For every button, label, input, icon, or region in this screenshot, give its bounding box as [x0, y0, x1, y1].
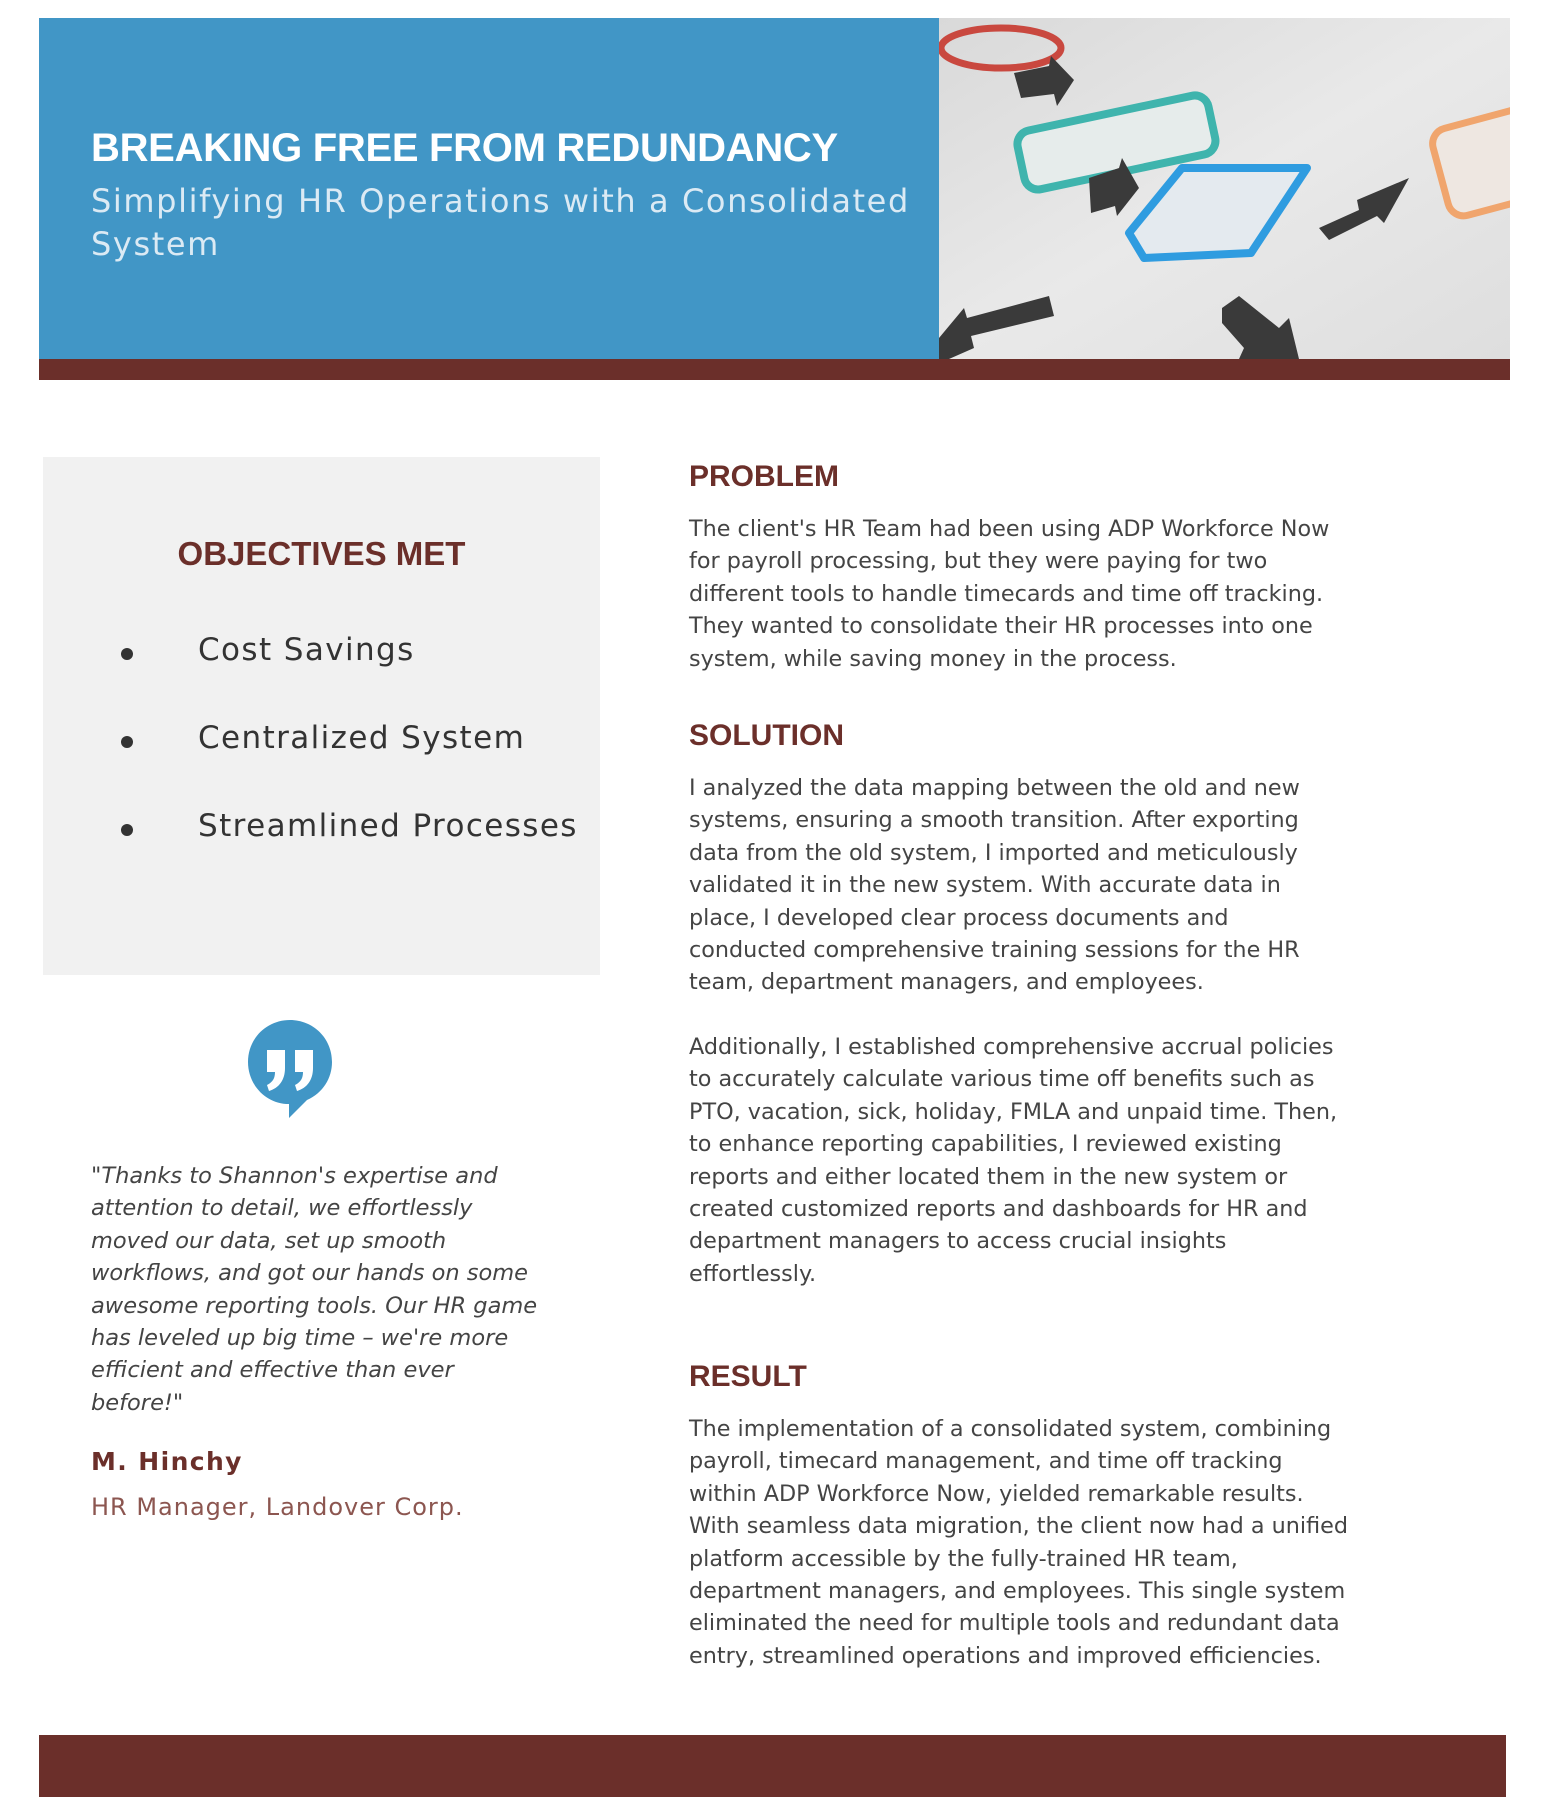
objective-label: Cost Savings [198, 632, 415, 668]
solution-paragraph-1: I analyzed the data mapping between the old and new systems, ensuring a smooth transition. After exporting data from the old system, I imported and meticulously validated it in the new system. With accurate data in place, I developed clear process documents and conducted comprehensive training sessions for the HR team, department managers, and employees. [689, 775, 1300, 996]
testimonial-author: M. Hinchy [91, 1447, 243, 1476]
objectives-panel [43, 457, 600, 975]
objectives-list [121, 632, 578, 896]
result-text: The implementation of a consolidated system, combining payroll, timecard management, and time off tracking within ADP Workforce Now, yielded remarkable results. With seamless data migration, the client now had a unified platform accessible by the fully-trained HR team, department managers, and employees. This single system eliminated the need for multiple tools and redundant data entry, streamlined operations and improved efficiencies. [689, 1416, 1349, 1669]
page-subtitle: Simplifying HR Operations with a Consolidated System [91, 182, 910, 263]
flowchart-hero-image [939, 18, 1510, 359]
testimonial-author-title: HR Manager, Landover Corp. [91, 1493, 464, 1521]
list-item [121, 632, 578, 720]
list-item [121, 720, 578, 808]
objectives-heading: OBJECTIVES MET [177, 535, 466, 572]
list-item [121, 808, 578, 896]
objective-label: Centralized System [198, 720, 526, 756]
bullet-icon [121, 824, 133, 836]
quote-bubble-icon [245, 1018, 335, 1120]
footer-band [39, 1735, 1506, 1797]
bullet-icon [121, 648, 133, 660]
solution-paragraph-2: Additionally, I established comprehensive accrual policies to accurately calculate various time off benefits such as PTO, vacation, sick, holiday, FMLA and unpaid time. Then, to enhance reporting capabilities, I reviewed existing reports and either located them in the new system or created customized reports and dashboards for HR and department managers to access crucial insights effortlessly. [689, 1034, 1338, 1287]
header-divider [39, 359, 1510, 380]
page-title: BREAKING FREE FROM REDUNDANCY [91, 126, 838, 170]
problem-text: The client's HR Team had been using ADP Workforce Now for payroll processing, but they were paying for two different tools to handle timecards and time off tracking. They wanted to consolidate their HR processes into one system, while saving money in the process. [689, 516, 1330, 672]
testimonial-quote: "Thanks to Shannon's expertise and attention to detail, we effortlessly moved our data, set up smooth workflows, and got our hands on some awesome reporting tools. Our HR game has leveled up big time – we're more efficient and effective than ever before!" [91, 1163, 538, 1416]
objective-label: Streamlined Processes [198, 808, 578, 844]
result-heading: RESULT [689, 1360, 807, 1393]
bullet-icon [121, 736, 133, 748]
solution-heading: SOLUTION [689, 719, 844, 752]
problem-heading: PROBLEM [689, 460, 839, 493]
